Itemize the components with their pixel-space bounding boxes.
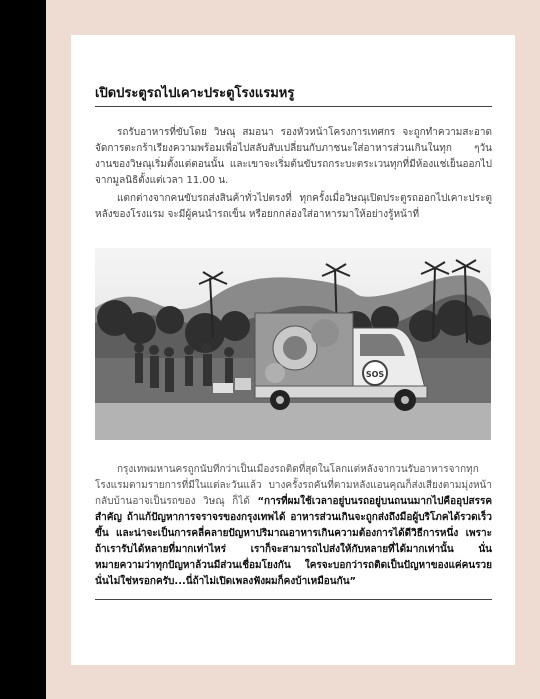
paragraph-3-intro: กรุงเทพมหานครถูกนับทีกว่าเป็นเมืองรถติดที่สุดในโลกแต่หลังจากวนรับอาหารจากทุกโรงแรมตามรายการที่มีในแต่ละวันแล้ว บางครั้งรถคันที่ตามหลังแอนคุณก็ส่งเสียงตามมุ่งหน้ากลับบ้านอาจเป็นรถของ วิษณุ ก็ได้ <box>95 464 492 507</box>
article-page <box>71 35 515 665</box>
left-black-bar <box>0 0 46 699</box>
title-divider <box>95 106 492 107</box>
paragraph-3-quote: “การที่ผมใช้เวลาอยู่บนรถอยู่บนถนนมากไปคืออุปสรรคสำคัญ ถ้าแก้ปัญหาการจราจรของกรุงเทพได้ อาหารส่วนเกินจะถูกส่งถึงมือผู้บริโภคได้รวดเร็วขึ้น และน่าจะเป็นการคลี่คลายปัญหาปริมาณอาหารเกินความต้องการได้ดีวิธีการหนึ่ง เพราะถ้าเรารับได้หลายที่มากเท่าไหร่ เราก็จะสามารถไปส่งให้กับหลายที่ได้มากเท่านั้น นั่นหมายความว่าทุกปัญหาล้วนมีส่วนเชื่อมโยงกัน ใครจะบอกว่ารถติดเป็นปัญหาของแค่คนรวย นั่นไม่ใช่หรอกครับ...นี่ถ้าไม่เปิดเพลงฟังผมก็คงบ้าเหมือนกัน” <box>95 496 493 587</box>
paragraph-1: รถรับอาหารที่ขับโดย วิษณุ สมอนา รองหัวหน้าโครงการเทศกร จะถูกทำความสะอาด จัดการตะกร้าเรียงความพร้อมเพื่อไปสลับสับเปลี่ยนกับภาชนะใส่อาหารส่วนเกินในทุก ๆวัน งานของวิษณุเริ่มตั้งแต่ตอนนั้น และเขาจะเริ่มต้นขับรถกระบะตระเวนทุกที่มีห้องแช่เย็นออกไป จากมูลนิธิตั้งแต่เวลา 11.00 น. <box>95 127 492 186</box>
paragraph-3 <box>95 462 492 590</box>
article-title: เปิดประตูรถไปเคาะประตูโรงแรมหรู <box>95 86 295 101</box>
bottom-divider <box>95 599 492 600</box>
truck-scene-illustration <box>95 248 491 440</box>
article-photo <box>95 248 491 440</box>
paragraph-2: แตกต่างจากคนขับรถส่งสินค้าทั่วไปตรงที่ ทุกครั้งเมื่อวิษณุเปิดประตูรถออกไปเคาะประตูหลังของโรงแรม จะมีผู้คนนำรถเข็น หรือยกกล่องใส่อาหารมาให้อย่างรู้หน้าที่ <box>95 193 492 220</box>
truck-logo: SOS <box>365 370 385 379</box>
